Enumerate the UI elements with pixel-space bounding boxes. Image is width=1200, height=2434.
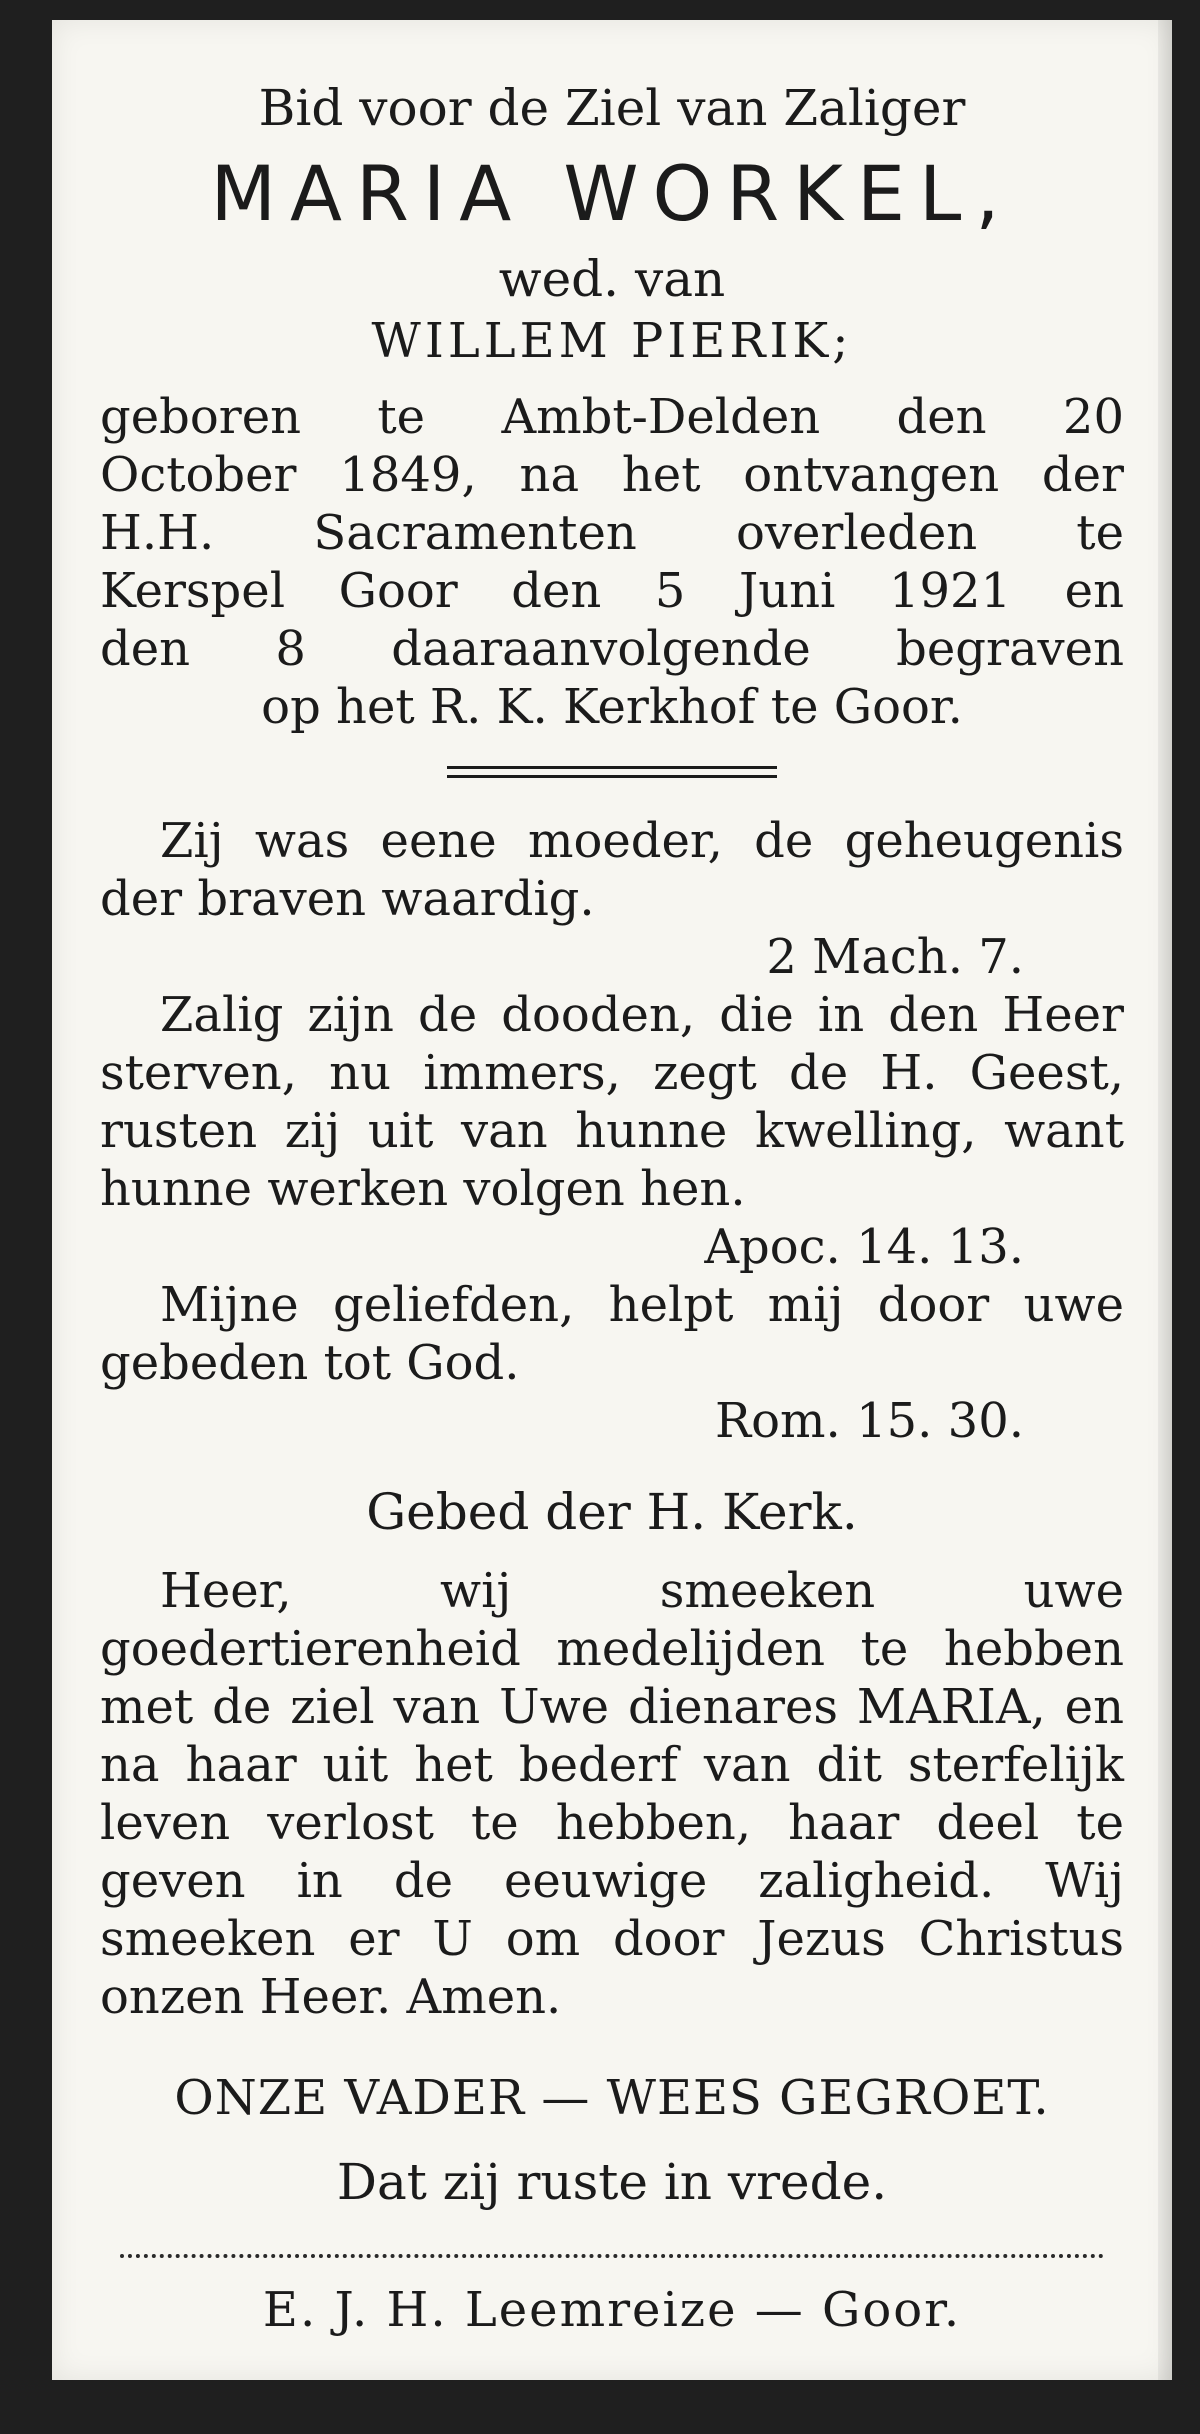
birth-death-line: Kerspel Goor den 5 Juni 1921 en xyxy=(100,563,1124,619)
prayers-line: ONZE VADER — WEES GEGROET. xyxy=(174,2070,1050,2126)
widow-of-line: wed. van xyxy=(498,250,726,308)
deceased-name: MARIA WORKEL, xyxy=(210,149,1014,238)
memorial-card xyxy=(52,20,1172,2380)
birth-death-line: den 8 daaraanvolgende begraven xyxy=(100,621,1124,677)
birth-death-line: H.H. Sacramenten overleden te xyxy=(100,505,1124,561)
quote-beloved: Mijne geliefden, helpt mij door uwe gebeden tot God. xyxy=(100,1277,1124,1391)
rest-in-peace-line: Dat zij ruste in vrede. xyxy=(336,2153,888,2211)
birth-death-line: op het R. K. Kerkhof te Goor. xyxy=(261,679,963,735)
birth-death-text xyxy=(100,388,1124,736)
quote-blessed-dead-reference: Apoc. 14. 13. xyxy=(704,1219,1024,1275)
intro-line: Bid voor de Ziel van Zaliger xyxy=(258,79,966,137)
prayer-title: Gebed der H. Kerk. xyxy=(366,1483,858,1541)
church-prayer-text: Heer, wij smeeken uwe goedertierenheid medelijden te hebben met de ziel van Uwe dienares MARIA, en na haar uit het bederf van dit sterfelijk leven verlost te hebben, haar deel te geven in de eeuwige zaligheid. Wij smeeken er U om door Jezus Christus onzen Heer. Amen. xyxy=(100,1563,1124,2025)
birth-death-line: October 1849, na het ontvangen der xyxy=(100,447,1124,503)
birth-death-line: geboren te Ambt-Delden den 20 xyxy=(100,389,1124,445)
quote-beloved-reference: Rom. 15. 30. xyxy=(715,1393,1024,1449)
printer-credit: E. J. H. Leemreize — Goor. xyxy=(262,2282,962,2338)
quote-motherhood: Zij was eene moeder, de geheugenis der braven waardig. xyxy=(100,813,1124,927)
double-rule-divider xyxy=(447,766,777,778)
quote-motherhood-reference: 2 Mach. 7. xyxy=(766,929,1024,985)
quote-blessed-dead: Zalig zijn de dooden, die in den Heer sterven, nu immers, zegt de H. Geest, rusten zij uit van hunne kwelling, want hunne werken volgen hen. xyxy=(100,987,1124,1217)
husband-name: WILLEM PIERIK; xyxy=(371,313,853,369)
dotted-divider xyxy=(120,2254,1104,2258)
